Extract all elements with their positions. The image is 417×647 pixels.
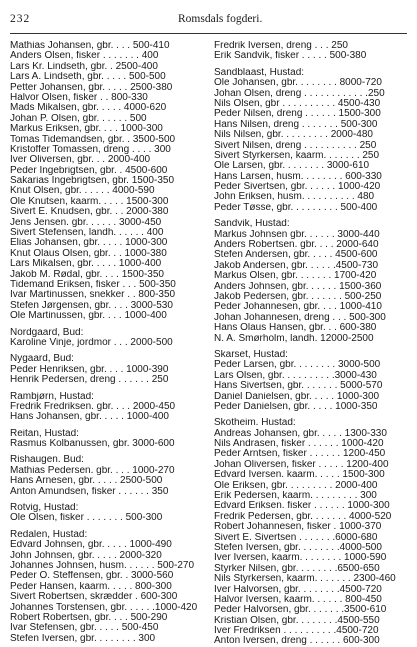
list-item: Jakob M. Rødal, gbr. . . . 1500-350 xyxy=(10,269,164,280)
list-item: Erik Pedersen, kaarm. . . . . . . . . 300 xyxy=(214,491,377,502)
list-item: Lars A. Lindseth, gbr. . . . . 500-500 xyxy=(10,72,166,83)
list-item: Hans Nilsen, dreng . . . . . . . 500-300 xyxy=(214,119,378,130)
list-item: Hans Larsen, husm. . . . . . . . 600-330 xyxy=(214,171,382,182)
left-column xyxy=(10,41,206,644)
list-item: Peder Nilsen, dreng . . . . . . 1500-300 xyxy=(214,109,381,120)
list-item: Karoline Vinje, jordmor . . . 2000-500 xyxy=(10,337,173,348)
list-item: Johannes Torstensen, gbr. . . . . .1000-420 xyxy=(10,602,198,613)
list-item: Daniel Danielsen, gbr. . . . . 1000-300 xyxy=(214,391,380,402)
list-item: Stefen Iversen, gbr. . . . . . . . 300 xyxy=(10,633,156,644)
list-item: Johannes Johnsen, husm. . . . . . 500-270 xyxy=(10,560,195,571)
list-item: Halvor Iversen, kaarm. . . . . . 800-450 xyxy=(214,594,382,605)
list-item: Rasmus Kolbanussen, gbr. 3000-600 xyxy=(10,439,175,450)
list-item: Peder Tøsse, gbr. . . . . . . . . 500-400 xyxy=(214,202,378,213)
list-item: N. A. Smørholm, landh. 12000-2500 xyxy=(214,333,374,344)
list-item: Sivert Styrkersen, kaarm. . . . . . . 250 xyxy=(214,150,380,161)
list-item: Johan Olsen, dreng . . . . . . . . . . . .250 xyxy=(214,88,385,99)
list-item: Ole Johansen, gbr. . . . . . . . 8000-720 xyxy=(214,78,382,89)
list-item: Peder Arntsen, fisker . . . . . . 1200-450 xyxy=(214,449,386,460)
list-item: Peder Johannesen, gbr. . . . 1000-410 xyxy=(214,302,382,313)
list-item: Mads Mikalsen, gbr. . . . . 4000-620 xyxy=(10,103,167,114)
list-item: Sivert Stefensen, landh. . . . . . 400 xyxy=(10,228,164,239)
list-item: Nils Andrasen, fisker . . . . . . 1000-420 xyxy=(214,439,384,450)
list-item: Erik Sandvik, fisker . . . . . 500-380 xyxy=(214,51,367,62)
list-item: Lars Mikalsen, gbr. . . . . 1000-400 xyxy=(10,259,162,270)
list-item: Ole Knutsen, kaarm. . . . . 1500-300 xyxy=(10,196,169,207)
list-item: Anders Robertsen. gbr. . . . 2000-640 xyxy=(214,240,379,251)
list-item: Jakob Pedersen, gbr. . . . . . . 500-250 xyxy=(214,291,382,302)
list-item: Peder Larsen, gbr. . . . . . . . 3000-500 xyxy=(214,360,381,371)
list-item: Anton Amundsen, fisker . . . . . . 350 xyxy=(10,486,169,497)
list-item: Nils Olsen, gbr . . . . . . . . . . 4500-430 xyxy=(214,98,381,109)
list-item: Anders Olsen, fisker . . . . . . . 400 xyxy=(10,51,159,62)
list-item: Markus Johnsen gbr. . . . . . 3000-440 xyxy=(214,229,380,240)
list-item: Kristian Olsen, gbr. . . . . . . .4500-550 xyxy=(214,615,380,626)
list-item: Peder Ingebrigtsen, gbr. . 4500-600 xyxy=(10,165,168,176)
header-rule xyxy=(10,33,407,34)
list-item: Knut Olaus Olsen, gbr. . . 1000-380 xyxy=(10,248,167,259)
section-heading: Reitan, Hustad: xyxy=(10,428,79,439)
list-item: Fredrik Iversen, dreng . . . 250 xyxy=(214,41,348,51)
list-item: Robert Robertsen, gbr. . . . 500-290 xyxy=(10,612,168,623)
list-item: Ivar Martinussen, snekker . . 800-350 xyxy=(10,290,176,301)
list-item: Anton Iversen, dreng . . . . . . 600-300 xyxy=(214,636,380,647)
list-item: Knut Olsen, gbr. . . . . . 4000-590 xyxy=(10,186,155,197)
section-heading: Rotvig, Hustad: xyxy=(10,503,79,514)
list-item: Peder Halvorsen, gbr. . . . . . .3500-610 xyxy=(214,605,387,616)
section-heading: Nordgaard, Bud: xyxy=(10,327,84,338)
page-number: 232 xyxy=(10,13,31,25)
list-item: Jens Jensen. gbr. . . . . . 3000-450 xyxy=(10,217,162,228)
list-item: Peder Sivertsen, gbr. . . . . . 1000-420 xyxy=(214,182,381,193)
list-item: Sivert Robertsen, skrædder . 600-300 xyxy=(10,592,178,603)
list-item: Edvard Iversen. kaarm. . . . . 1500-300 xyxy=(214,470,385,481)
list-item: Stefen Andersen, gbr. . . . . 4500-600 xyxy=(214,250,378,261)
list-item: Ivar Stefensen, gbr. . . . . 500-450 xyxy=(10,623,159,634)
list-item: Johan Johannesen, dreng . . . 500-300 xyxy=(214,312,386,323)
list-item: Styrker Nilsen, gbr. . . . . . . .6500-650 xyxy=(214,563,380,574)
list-item: Elias Johansen, gbr. . . . . 1000-300 xyxy=(10,238,168,249)
list-item: Sivert Nilsen, dreng . . . . . . . . . . 250 xyxy=(214,140,377,151)
list-item: Hans Johansen, gbr. . . . . 1000-400 xyxy=(10,412,169,423)
list-item: Johan P. Olsen, gbr. . . . . . 500 xyxy=(10,113,147,124)
list-item: Nils Nilsen, gbr. . . . . . . . . 2000-480 xyxy=(214,130,373,141)
list-item: Hans Sivertsen, gbr. . . . . . . 5000-570 xyxy=(214,381,383,392)
list-item: Peder Hansen, kaarm. . . . . 800-300 xyxy=(10,581,172,592)
list-item: Ole Olsen, fisker . . . . . . . 500-300 xyxy=(10,513,163,524)
list-item: Halvor Olsen, fisker . . 800-330 xyxy=(10,92,148,103)
list-item: John Eriksen, husm. . . . . . . . . . 480 xyxy=(214,192,375,203)
list-item: Johan Oliversen, fisker . . . . . 1200-400 xyxy=(214,459,389,470)
list-item: Andreas Johansen, gbr. . . . . 1300-330 xyxy=(214,428,387,439)
list-item: Tidemand Eriksen, fisker . . . 500-350 xyxy=(10,279,176,290)
list-item: Markus Olsen, gbr. . . . . . . 1700-420 xyxy=(214,271,377,282)
list-item: Kristoffer Tomassen, dreng . . . . 300 xyxy=(10,144,171,155)
section-heading: Sandvik, Hustad: xyxy=(214,219,290,230)
list-item: Sakarias Ingebrigtsen, gbr. 1500-350 xyxy=(10,176,174,187)
list-item: Fredrik Fredriksen. gbr. . . . 2000-450 xyxy=(10,401,176,412)
list-item: Stefen Iversen, gbr. . . . . . . .4000-500 xyxy=(214,542,382,553)
section-heading: Skotheim. Hustad: xyxy=(214,418,296,429)
list-item: Edvard Johnsen, gbr. . . . . 1000-490 xyxy=(10,540,172,551)
list-item: Iver Halvorsen, gbr. . . . . . . .4500-720 xyxy=(214,584,382,595)
list-item: Robert Johannesen, fisker . 1000-370 xyxy=(214,522,382,533)
list-item: Hans Arnesen, gbr. . . . . 2500-500 xyxy=(10,476,163,487)
list-item: Hans Olaus Hansen, gbr. . . 600-380 xyxy=(214,323,377,334)
list-item: Lars Olsen, gbr. . . . . . . . . .3000-430 xyxy=(214,370,377,381)
list-item: Ole Eriksen, gbr. . . . . . . . . 2000-400 xyxy=(214,480,378,491)
list-item: Edvard Eriksen. fisker . . . . . . 1000-300 xyxy=(214,501,390,512)
list-item: Jakob Andersen, gbr. . . . . .4500-730 xyxy=(214,260,378,271)
list-item: Mathias Pedersen. gbr. . . . 1000-270 xyxy=(10,465,175,476)
list-item: Sivert E. Knudsen, gbr. . . 2000-380 xyxy=(10,207,169,218)
list-item: Ole Larsen, gbr. . . . . . . . 3000-610 xyxy=(214,161,370,172)
list-item: Anders Johnsen, gbr. . . . . . 1500-360 xyxy=(214,281,382,292)
list-item: Henrik Pedersen, dreng . . . . . . 250 xyxy=(10,375,169,386)
section-heading: Sandblaast, Hustad: xyxy=(214,67,305,78)
list-item: Peder O. Steffensen, gbr. . 3000-560 xyxy=(10,571,174,582)
list-item: Markus Eriksen, gbr. . . . 1000-300 xyxy=(10,124,163,135)
list-item: Ole Martinussen, gbr. . . . 1000-400 xyxy=(10,311,167,322)
section-heading: Nygaard, Bud: xyxy=(10,354,74,365)
list-item: Nils Styrkersen, kaarm. . . . . . . 2300-460 xyxy=(214,574,396,585)
section-heading: Skarset, Hustad: xyxy=(214,349,288,360)
list-item: Tomas Tidemandsen, gbr. . 3500-500 xyxy=(10,134,176,145)
section-heading: Rambjørn, Hustad: xyxy=(10,391,94,402)
page-title: Romsdals fogderi. xyxy=(178,13,263,25)
list-item: Iver Oliversen, gbr. . . 2000-400 xyxy=(10,155,151,166)
list-item: Lars Kr. Lindseth, gbr. . 2500-400 xyxy=(10,61,158,72)
section-heading: Rishaugen. Bud: xyxy=(10,455,84,466)
list-item: Iver Iversen, kaarm. . . . . . . . 1000-590 xyxy=(214,553,387,564)
list-item: Fredrik Pedersen, gbr. . . . . . . 4000-520 xyxy=(214,511,392,522)
right-column xyxy=(214,41,410,647)
list-item: Peder Danielsen, gbr. . . . . 1000-350 xyxy=(214,401,378,412)
section-heading: Redalen, Hustad: xyxy=(10,529,88,540)
list-item: Iver Fredriksen . . . . . . . . . .4500-720 xyxy=(214,626,379,637)
list-item: Peder Henriksen, gbr. . . . 1000-390 xyxy=(10,364,169,375)
list-item: Petter Johansen, gbr. . . . . 2500-380 xyxy=(10,82,173,93)
list-item: John Johnsen, gbr. . . . . 2000-320 xyxy=(10,550,162,561)
list-item: Sivert E. Sivertsen . . . . . . .6000-680 xyxy=(214,532,378,543)
list-item: Mathias Johansen, gbr. . . . 500-410 xyxy=(10,41,170,51)
list-item: Stefen Jørgensen, gbr. . . . 3000-530 xyxy=(10,300,173,311)
